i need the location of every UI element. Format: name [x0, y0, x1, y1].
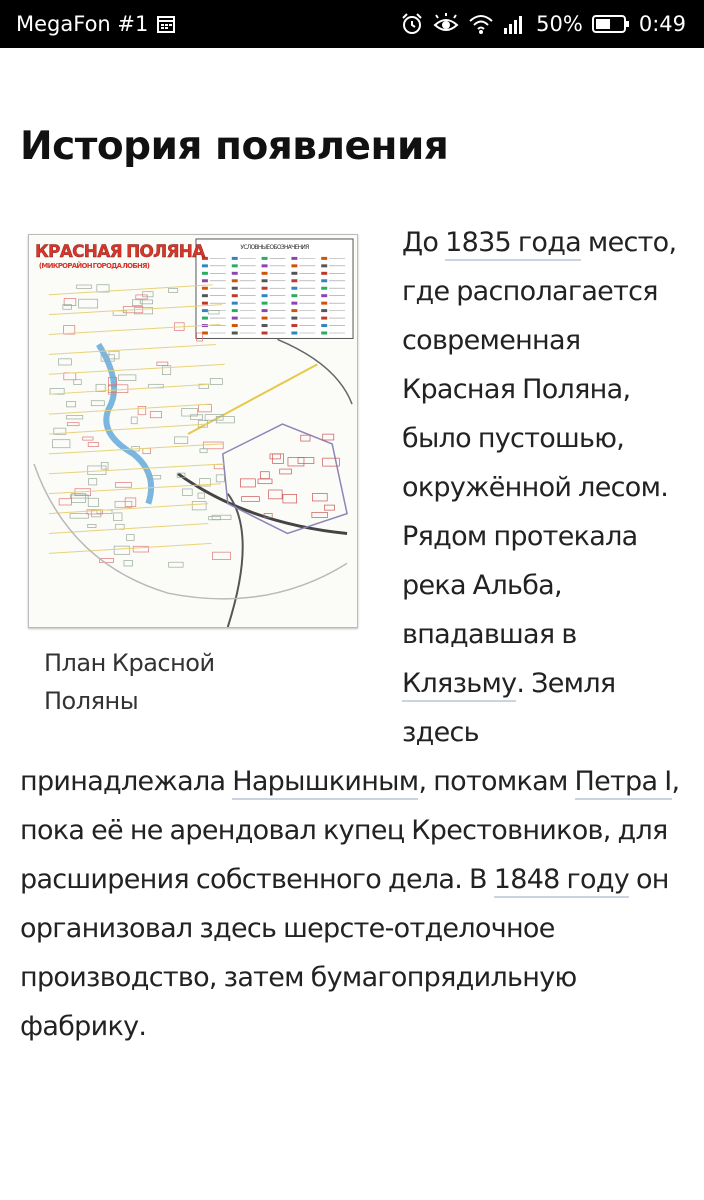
- text-segment: . Земля здесь принадлежала: [20, 668, 616, 797]
- map-figure: [28, 234, 368, 720]
- text-segment: место, где располагается современная Красная Поляна, было пустошью, окружённой лесом. Рядом протекала река Альба, впадавшая в: [402, 227, 677, 650]
- battery-icon: [592, 14, 630, 34]
- article-body: [20, 218, 684, 1051]
- map-caption: План Красной Поляны: [44, 649, 215, 715]
- map-subtitle: (МИКРОРАЙОН ГОРОДА ЛОБНЯ): [38, 261, 150, 270]
- wifi-icon: [468, 13, 494, 35]
- map-title: КРАСНАЯ ПОЛЯНА: [34, 240, 205, 261]
- calendar-icon: [156, 14, 176, 34]
- eye-icon: [433, 13, 459, 35]
- map-legend-title: УСЛОВНЫЕ ОБОЗНАЧЕНИЯ: [240, 243, 309, 251]
- link-klyazma[interactable]: Клязьму: [402, 668, 516, 702]
- clock: 0:49: [638, 12, 686, 36]
- text-segment: , потомкам: [418, 766, 575, 797]
- map-legend: [196, 239, 353, 338]
- link-naryshkins[interactable]: Нарышкиным: [232, 766, 418, 800]
- text-segment: он организовал здесь шерсте-отделочное производство, затем бумагопрядильную фабрику.: [20, 864, 669, 1042]
- signal-icon: [503, 13, 527, 35]
- carrier-name: MegaFon #1: [16, 12, 149, 36]
- alarm-icon: [400, 12, 424, 36]
- battery-percent: 50%: [536, 12, 583, 36]
- link-1848[interactable]: 1848 году: [494, 864, 629, 898]
- section-title: История появления: [20, 124, 449, 169]
- status-bar: [0, 0, 704, 48]
- text-segment: , пока её не арендовал купец Крестовников, для расширения собственного дела. В: [20, 766, 680, 895]
- map-image[interactable]: [28, 234, 358, 628]
- text-segment: До: [402, 227, 446, 258]
- link-peter-i[interactable]: Петра I: [575, 766, 672, 800]
- status-bar-right: [400, 12, 686, 36]
- status-bar-left: [16, 12, 176, 36]
- link-1835[interactable]: 1835 года: [445, 227, 581, 261]
